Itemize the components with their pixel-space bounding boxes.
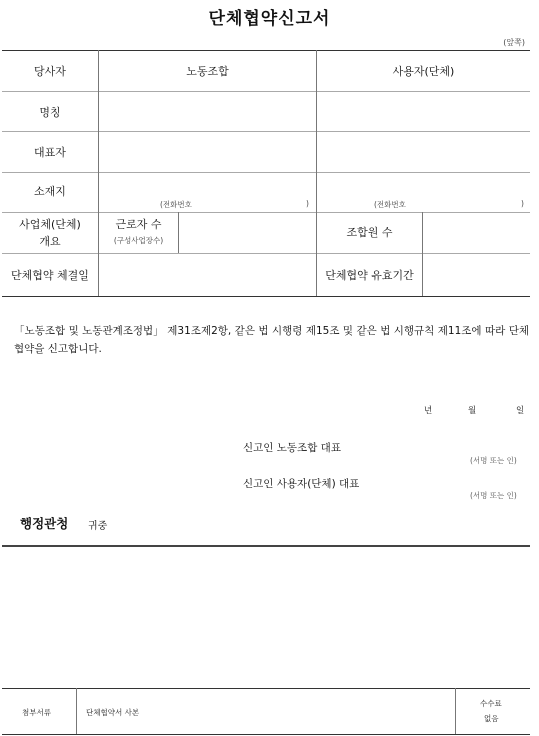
address-label: 소재지: [34, 185, 66, 198]
employer-header: 사용자(단체): [392, 65, 455, 78]
form-title: 단체협약신고서: [208, 9, 331, 29]
fee-value: 없음: [484, 714, 499, 723]
party-header: 당사자: [34, 65, 66, 78]
union-signer-label: 신고인 노동조합 대표: [243, 442, 341, 454]
union-address-field[interactable]: [99, 173, 316, 212]
business-overview-label: 사업체(단체) 개요: [19, 218, 81, 248]
validity-period-label: 단체협약 유효기간: [325, 269, 414, 282]
workers-count-field[interactable]: [179, 213, 316, 253]
front-side-note: (앞쪽): [503, 38, 525, 47]
attachments-label: 첨부서류: [22, 708, 51, 717]
date-month: 월: [468, 406, 477, 416]
union-phone-close: ): [306, 199, 309, 208]
agency-suffix: 귀중: [88, 521, 108, 532]
union-phone-label: (전화번호: [160, 200, 192, 209]
conclusion-date-field[interactable]: [99, 254, 316, 296]
fee-label: 수수료: [480, 699, 502, 708]
agency-name: 행정관청: [20, 516, 69, 531]
union-name-field[interactable]: [99, 92, 316, 131]
validity-period-field[interactable]: [423, 254, 530, 296]
date-day: 일: [516, 406, 525, 416]
members-count-field[interactable]: [423, 213, 530, 253]
union-sign-mark[interactable]: (서명 또는 인): [470, 456, 517, 465]
workers-count-label: 근로자 수: [115, 218, 162, 231]
employer-signer-label: 신고인 사용자(단체) 대표: [243, 478, 360, 490]
declaration-text: 「노동조합 및 노동관계조정법」 제31조제2항, 같은 법 시행령 제15조 및 같은 법 시행규칙 제11조에 따라 단체협약을 신고합니다.: [14, 325, 529, 355]
employer-name-field[interactable]: [317, 92, 530, 131]
union-representative-field[interactable]: [99, 132, 316, 172]
employer-phone-label: (전화번호: [374, 200, 406, 209]
employer-representative-field[interactable]: [317, 132, 530, 172]
employer-sign-mark[interactable]: (서명 또는 인): [470, 491, 517, 500]
workers-count-label-group: [99, 216, 178, 246]
attachments-value: 단체협약서 사본: [86, 708, 140, 717]
conclusion-date-label: 단체협약 체결일: [11, 269, 89, 282]
members-count-label: 조합원 수: [346, 225, 393, 239]
union-header: 노동조합: [186, 65, 229, 78]
name-label: 명칭: [39, 105, 61, 119]
date-year: 년: [424, 406, 433, 416]
workers-count-sublabel: (구성사업장수): [113, 236, 164, 245]
employer-phone-close: ): [521, 199, 524, 208]
representative-label: 대표자: [34, 146, 66, 159]
employer-address-field[interactable]: [317, 173, 530, 212]
